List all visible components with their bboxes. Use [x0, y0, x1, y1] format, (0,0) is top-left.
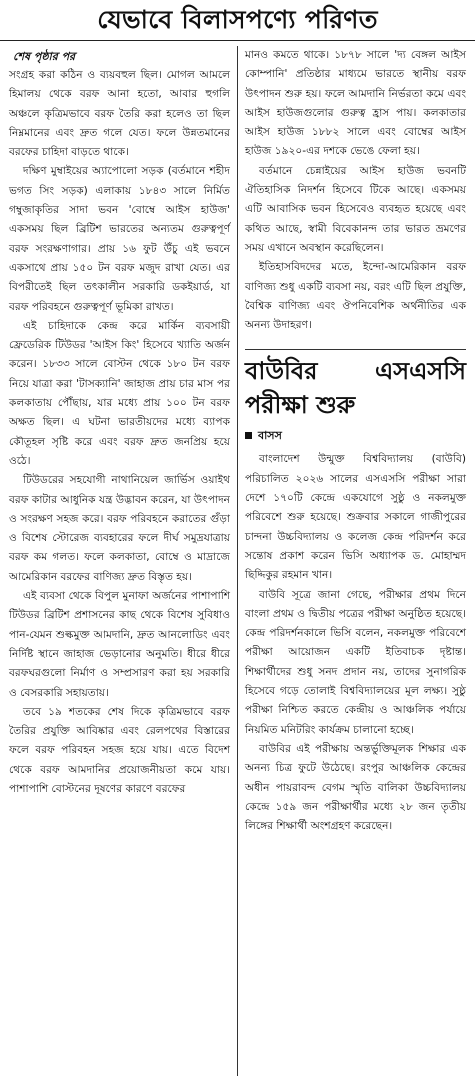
continued-label: শেষ পৃষ্ঠার পর — [13, 50, 76, 63]
article-paragraph: এই চাহিদাকে কেন্দ্র করে মার্কিন ব্যবসায়ী ফ্রেডেরিক টিউডর 'আইস কিং' হিসেবে খ্যাতি অর্জন করেন। ১৮৩৩ সালে বোস্টন থেকে ১৮০ টন বরফ নিয়ে যাত্রা করা 'টাসক্যানি' জাহাজ প্রায় চার মাস পর কলকাতায় পৌঁছায়, যার মধ্যে প্রায় ১০০ টন বরফ অক্ষত ছিল। এ ঘটনা ভারতীয়দের মধ্যে ব্যাপক কৌতূহল সৃষ্টি করে এবং বরফ দ্রুত জনপ্রিয় হয়ে ওঠে। — [9, 319, 230, 467]
headline: যেভাবে বিলাসপণ্যে পরিণত — [0, 0, 475, 41]
article-paragraph: বাউবির এই পরীক্ষায় অন্তর্ভুক্তিমূলক শিক্ষার এক অনন্য চিত্র ফুটে উঠেছে। রংপুর আঞ্চলিক কেন্দ্রের অধীন পায়রাবন্দ বেগম স্মৃতি বালিকা উচ্চবিদ্যালয় কেন্দ্রে ১৫৯ জন পরীক্ষার্থীর মধ্যে ২৮ জন তৃতীয় লিঙ্গের শিক্ষার্থী অংশগ্রহণ করেছেন। — [245, 742, 466, 833]
article-paragraph: টিউডরের সহযোগী নাথানিয়েল জার্ভিস ওয়াইথ বরফ কাটার আধুনিক যন্ত্র উদ্ভাবন করেন, যা উৎপাদন ও সংরক্ষণ সহজ করে। বরফ পরিবহনে করাতের গুঁড়া ও বিশেষ স্টোরেজ ব্যবহারের ফলে দীর্ঘ সমুদ্রযাত্রায় বরফ কম গলত। ফলে কলকাতা, বোম্বে ও মাদ্রাজে আমেরিকান বরফের বাণিজ্য দ্রুত বিস্তৃত হয়। — [9, 474, 230, 583]
article-paragraph: মানও কমতে থাকে। ১৮৭৮ সালে 'দ্য বেঙ্গল আইস কোম্পানি' প্রতিষ্ঠার মাধ্যমে ভারতে স্থানীয় বরফ উৎপাদন শুরু হয়। ফলে আমদানি নির্ভরতা কমে এবং আইস হাউজগুলোর গুরুত্ব হ্রাস পায়। কলকাতার আইস হাউজ ১৮৮২ সালে এবং বোম্বের আইস হাউজ ১৯২০-এর দশকে ভেঙে ফেলা হয়। — [245, 49, 466, 158]
right-column — [245, 46, 466, 836]
byline — [245, 426, 466, 446]
byline-text: বাসস — [258, 429, 282, 443]
second-headline: বাউবির এসএসসি পরীক্ষা শুরু — [245, 349, 466, 422]
article-paragraph: দক্ষিণ মুম্বাইয়ের অ্যাপোলো সড়ক (বর্তমানে শহীদ ভগত সিং সড়ক) এলাকায় ১৮৪৩ সালে নির্মিত গম্বুজাকৃতির সাদা ভবন 'বোম্বে আইস হাউজ' একসময় ছিল ব্রিটিশ ভারতের অন্যতম গুরুত্বপূর্ণ বরফ সংরক্ষণাগার। প্রায় ১৬ ফুট উঁচু এই ভবনে একসাথে প্রায় ১৫০ টন বরফ মজুদ রাখা যেত। এর বিপরীতেই ছিল তৎকালীন সরকারি ডকইয়ার্ড, যা বরফ পরিবহনে গুরুত্বপূর্ণ ভূমিকা রাখত। — [9, 165, 230, 313]
left-column — [9, 48, 230, 799]
article-paragraph: বাউবি সূত্রে জানা গেছে, পরীক্ষার প্রথম দিনে বাংলা প্রথম ও দ্বিতীয় পত্রের পরীক্ষা অনুষ্ঠিত হয়েছে। কেন্দ্র পরিদর্শনকালে ভিসি বলেন, নকলমুক্ত পরিবেশে পরীক্ষা আয়োজন একটি ইতিবাচক দৃষ্টান্ত। শিক্ষার্থীদের শুধু সনদ প্রদান নয়, তাদের সুনাগরিক হিসেবে গড়ে তোলাই বিশ্ববিদ্যালয়ের মূল লক্ষ্য। সুষ্ঠু পরীক্ষা নিশ্চিত করতে কেন্দ্রীয় ও আঞ্চলিক পর্যায়ে নিয়মিত মনিটরিং কার্যক্রম চালানো হচ্ছে। — [245, 588, 466, 736]
column-divider — [237, 46, 238, 1076]
article-paragraph: এই ব্যবসা থেকে বিপুল মুনাফা অর্জনের পাশাপাশি টিউডর ব্রিটিশ প্রশাসনের কাছ থেকে বিশেষ সুবিধাও পান-যেমন শুল্কমুক্ত আমদানি, দ্রুত আনলোডিং এবং নির্দিষ্ট স্থানে জাহাজ ভেড়ানোর অনুমতি। ধীরে ধীরে বরফঘরগুলো নির্মাণ ও সম্প্রসারণ করা হয় সরকারি ও বেসরকারি সহায়তায়। — [9, 590, 230, 699]
article-paragraph: বর্তমানে চেন্নাইয়ের আইস হাউজ ভবনটি ঐতিহাসিক নিদর্শন হিসেবে টিকে আছে। একসময় এটি আবাসিক ভবন হিসেবেও ব্যবহৃত হয়েছে এবং কথিত আছে, স্বামী বিবেকানন্দ তার ভারত ভ্রমণের সময় এখানে অবস্থান করেছিলেন। — [245, 164, 466, 254]
square-bullet-icon — [245, 432, 252, 439]
article-paragraph: সংগ্রহ করা কঠিন ও ব্যয়বহুল ছিল। মোগল আমলে হিমালয় থেকে বরফ আনা হতো, আবার হুগলি অঞ্চলে কৃত্রিমভাবে বরফ তৈরি করা হলেও তা ছিল নিম্নমানের এবং দ্রুত গলে যেত। ফলে উন্নতমানের বরফের চাহিদা বাড়তে থাকে। — [9, 69, 230, 159]
article-paragraph: ইতিহাসবিদদের মতে, ইন্দো-আমেরিকান বরফ বাণিজ্য শুধু একটি ব্যবসা নয়, বরং এটি ছিল প্রযুক্তি, বৈশ্বিক বাণিজ্য এবং ঔপনিবেশিক অর্থনীতির এক অনন্য উদাহরণ। — [245, 261, 466, 332]
article-paragraph: বাংলাদেশ উন্মুক্ত বিশ্ববিদ্যালয় (বাউবি) পরিচালিত ২০২৬ সালের এসএসসি পরীক্ষা সারা দেশে ১৭০টি কেন্দ্রে একযোগে সুষ্ঠু ও নকলমুক্ত পরিবেশে শুরু হয়েছে। শুক্রবার সকালে গাজীপুরের চান্দনা উচ্চবিদ্যালয় ও কলেজ কেন্দ্র পরিদর্শন করে সন্তোষ প্রকাশ করেন ভিসি অধ্যাপক ড. মোহাম্মদ ছিদ্দিকুর রহমান খান। — [245, 453, 466, 582]
article-paragraph: তবে ১৯ শতকের শেষ দিকে কৃত্রিমভাবে বরফ তৈরির প্রযুক্তি আবিষ্কার এবং রেলপথের বিস্তারের ফলে বরফ পরিবহন সহজ হয়ে যায়। এতে বিদেশ থেকে বরফ আমদানির প্রয়োজনীয়তা কমে যায়। পাশাপাশি বোস্টনের দূষণের কারণে বরফের — [9, 705, 230, 795]
